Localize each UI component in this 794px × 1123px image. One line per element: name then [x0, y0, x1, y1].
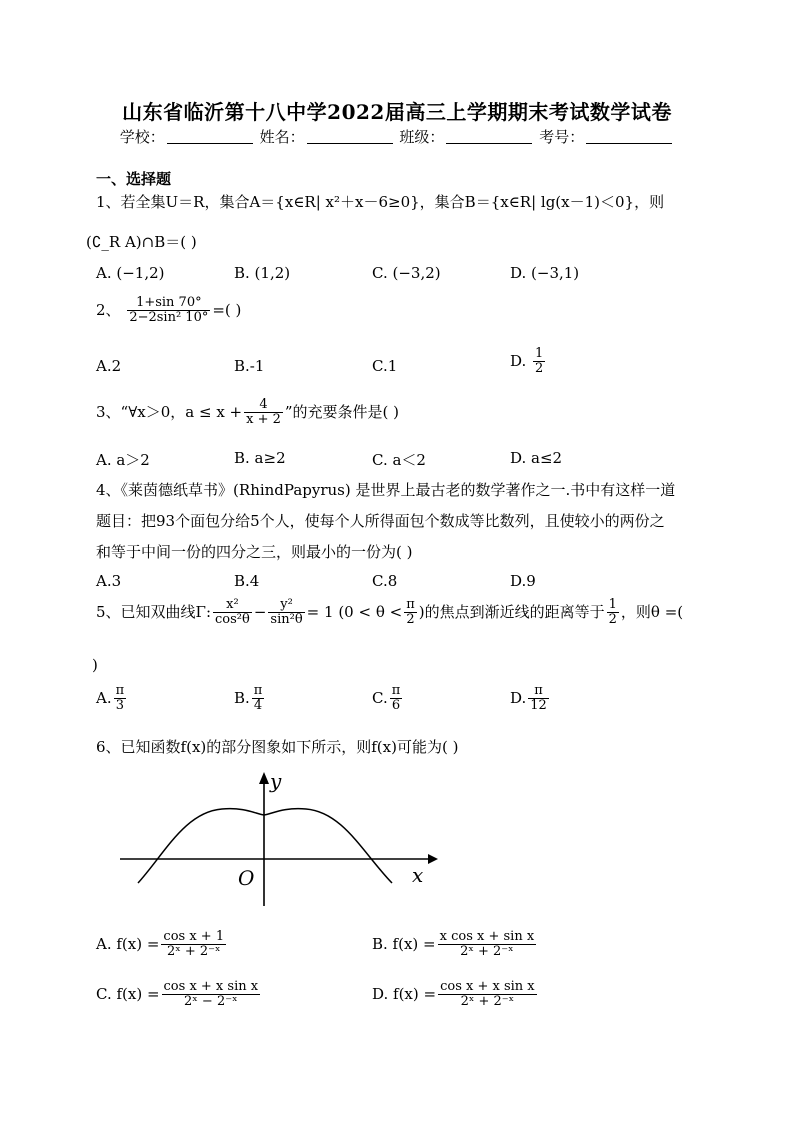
q2-option-d-num: 1	[535, 346, 544, 361]
q5-option-d-den: 12	[530, 698, 547, 714]
q5-stem	[96, 598, 683, 628]
q3-num: 4	[244, 398, 283, 413]
q4-option-c[interactable]: C.8	[372, 572, 398, 590]
origin-label: O	[238, 866, 255, 890]
q5-option-d-label: D.	[510, 688, 527, 707]
q5-cond-post: )	[418, 602, 425, 621]
y-axis-label: y	[270, 769, 282, 793]
q5-option-d-num: π	[528, 684, 549, 699]
q2-option-d-den: 2	[535, 361, 544, 377]
q3-den: x + 2	[246, 412, 281, 428]
q2-number: 2、	[96, 300, 121, 319]
q2-fraction	[127, 296, 210, 326]
q4-option-a[interactable]: A.3	[96, 572, 122, 590]
q4-line1: 4、《莱茵德纸草书》(RhindPapyrus) 是世界上最古老的数学著作之一.书中有这样一道	[96, 481, 676, 499]
q5-half-num: 1	[608, 597, 617, 612]
q5-mid: 的焦点到渐近线的距离等于	[424, 602, 605, 621]
q3-option-a[interactable]: A. a＞2	[96, 451, 150, 469]
q6-function-graph	[110, 768, 440, 913]
q4-option-b[interactable]: B.4	[234, 572, 260, 590]
q5-cond-num: π	[406, 597, 415, 612]
exam-number-label: 考号：	[539, 128, 585, 146]
q1-option-c[interactable]: C. (−3,2)	[372, 264, 441, 282]
q4-line2: 题目：把93个面包分给5个人，使每个人所得面包个数成等比数列，且使较小的两份之	[96, 512, 665, 530]
q6-option-d-label: D. f(x) =	[372, 984, 437, 1003]
q2-tail: =( )	[212, 300, 242, 319]
q1-option-a[interactable]: A. (−1,2)	[96, 264, 165, 282]
q3-pre: 3、“∀x＞0，a ≤ x +	[96, 402, 243, 421]
q2-stem	[96, 296, 241, 326]
q3-option-c[interactable]: C. a＜2	[372, 451, 426, 469]
q4-line3: 和等于中间一份的四分之三，则最小的一份为( )	[96, 543, 413, 561]
q2-option-d-label: D.	[510, 351, 532, 370]
q5-cond-den: 2	[406, 612, 415, 628]
q6-option-c-label: C. f(x) =	[96, 984, 160, 1003]
q5-option-d[interactable]	[510, 684, 551, 714]
q6-option-b-den: 2ˣ + 2⁻ˣ	[460, 944, 514, 960]
q2-option-c[interactable]: C.1	[372, 357, 398, 375]
q5-option-a-den: 3	[115, 698, 125, 714]
q6-option-d[interactable]	[372, 980, 539, 1010]
q6-option-a-den: 2ˣ + 2⁻ˣ	[166, 944, 221, 960]
q5-option-b-num: π	[253, 683, 263, 698]
q5-half-den: 2	[608, 612, 617, 628]
q6-option-d-den: 2ˣ + 2⁻ˣ	[460, 994, 515, 1010]
q5-option-b-label: B.	[234, 688, 250, 707]
y-axis-arrow	[259, 772, 269, 784]
q6-option-b-num: x cos x + sin x	[439, 929, 535, 944]
q4-option-d[interactable]: D.9	[510, 572, 536, 590]
q6-option-c-num: cos x + x sin x	[163, 979, 259, 994]
q3-post: ”的充要条件是( )	[284, 402, 400, 421]
q1-option-d[interactable]: D. (−3,1)	[510, 264, 580, 282]
q3-fraction	[244, 398, 283, 428]
q6-stem: 6、已知函数f(x)的部分图象如下所示，则f(x)可能为( )	[96, 738, 459, 756]
q5-option-a-label: A.	[96, 688, 112, 707]
q1-stem-line2: (∁_R A)∩B＝( )	[86, 233, 197, 251]
q3-option-d[interactable]: D. a≤2	[510, 449, 563, 467]
school-blank[interactable]	[167, 129, 253, 144]
q5-option-b[interactable]	[234, 684, 266, 714]
q5-frac2-num: y²	[268, 598, 304, 613]
name-label: 姓名：	[259, 128, 305, 146]
x-axis-arrow	[428, 854, 438, 864]
q5-half	[607, 598, 619, 628]
q5-option-c-den: 6	[391, 698, 401, 714]
class-label: 班级：	[399, 128, 445, 146]
q5-frac1	[213, 598, 252, 628]
q6-option-d-num: cos x + x sin x	[440, 979, 535, 994]
q2-numerator: 1+sin 70°	[127, 296, 210, 311]
q5-cond-pre: = 1 (0 < θ <	[306, 602, 403, 621]
q5-minus: −	[253, 602, 267, 621]
q5-option-a[interactable]	[96, 684, 128, 714]
exam-number-blank[interactable]	[586, 129, 672, 144]
q5-stem-line2: )	[92, 656, 98, 674]
q6-option-c[interactable]	[96, 980, 262, 1010]
q6-option-c-den: 2ˣ − 2⁻ˣ	[184, 994, 238, 1010]
section-heading: 一、选择题	[96, 170, 172, 188]
q2-option-a[interactable]: A.2	[96, 357, 122, 375]
school-label: 学校：	[119, 128, 165, 146]
q6-option-a[interactable]	[96, 930, 228, 960]
q6-option-a-label: A. f(x) =	[96, 934, 160, 953]
q1-option-b[interactable]: B. (1,2)	[234, 264, 291, 282]
q6-option-b[interactable]	[372, 930, 538, 960]
q3-stem	[96, 398, 399, 428]
q3-option-b[interactable]: B. a≥2	[234, 449, 286, 467]
student-info-line	[0, 126, 794, 147]
q2-option-d[interactable]	[510, 347, 547, 377]
q2-denominator: 2−2sin² 10°	[129, 310, 209, 326]
q5-post: ，则θ =(	[620, 602, 684, 621]
q5-frac2-den: sin²θ	[270, 612, 303, 628]
x-axis-label: x	[412, 863, 424, 887]
q5-pre: 5、已知双曲线Γ:	[96, 602, 212, 621]
q5-option-c-num: π	[391, 683, 401, 698]
q6-option-b-label: B. f(x) =	[372, 934, 436, 953]
q5-frac2	[268, 598, 304, 628]
q5-frac1-den: cos²θ	[215, 612, 250, 628]
class-blank[interactable]	[446, 129, 532, 144]
q2-option-b[interactable]: B.-1	[234, 357, 265, 375]
exam-title: 山东省临沂第十八中学2022届高三上学期期末考试数学试卷	[122, 100, 672, 124]
q5-cond-frac	[404, 598, 417, 628]
q1-stem-line1: 1、若全集U＝R，集合A＝{x∈R| x²＋x－6≥0}，集合B＝{x∈R| lg(x－1)＜0}，则	[96, 193, 665, 211]
function-curve	[138, 809, 392, 883]
q5-option-c-label: C.	[372, 688, 388, 707]
q6-option-a-num: cos x + 1	[163, 929, 225, 944]
q5-option-c[interactable]	[372, 684, 404, 714]
q5-frac1-num: x²	[213, 598, 252, 613]
q5-option-b-den: 4	[253, 698, 263, 714]
q5-option-a-num: π	[115, 683, 125, 698]
name-blank[interactable]	[307, 129, 393, 144]
